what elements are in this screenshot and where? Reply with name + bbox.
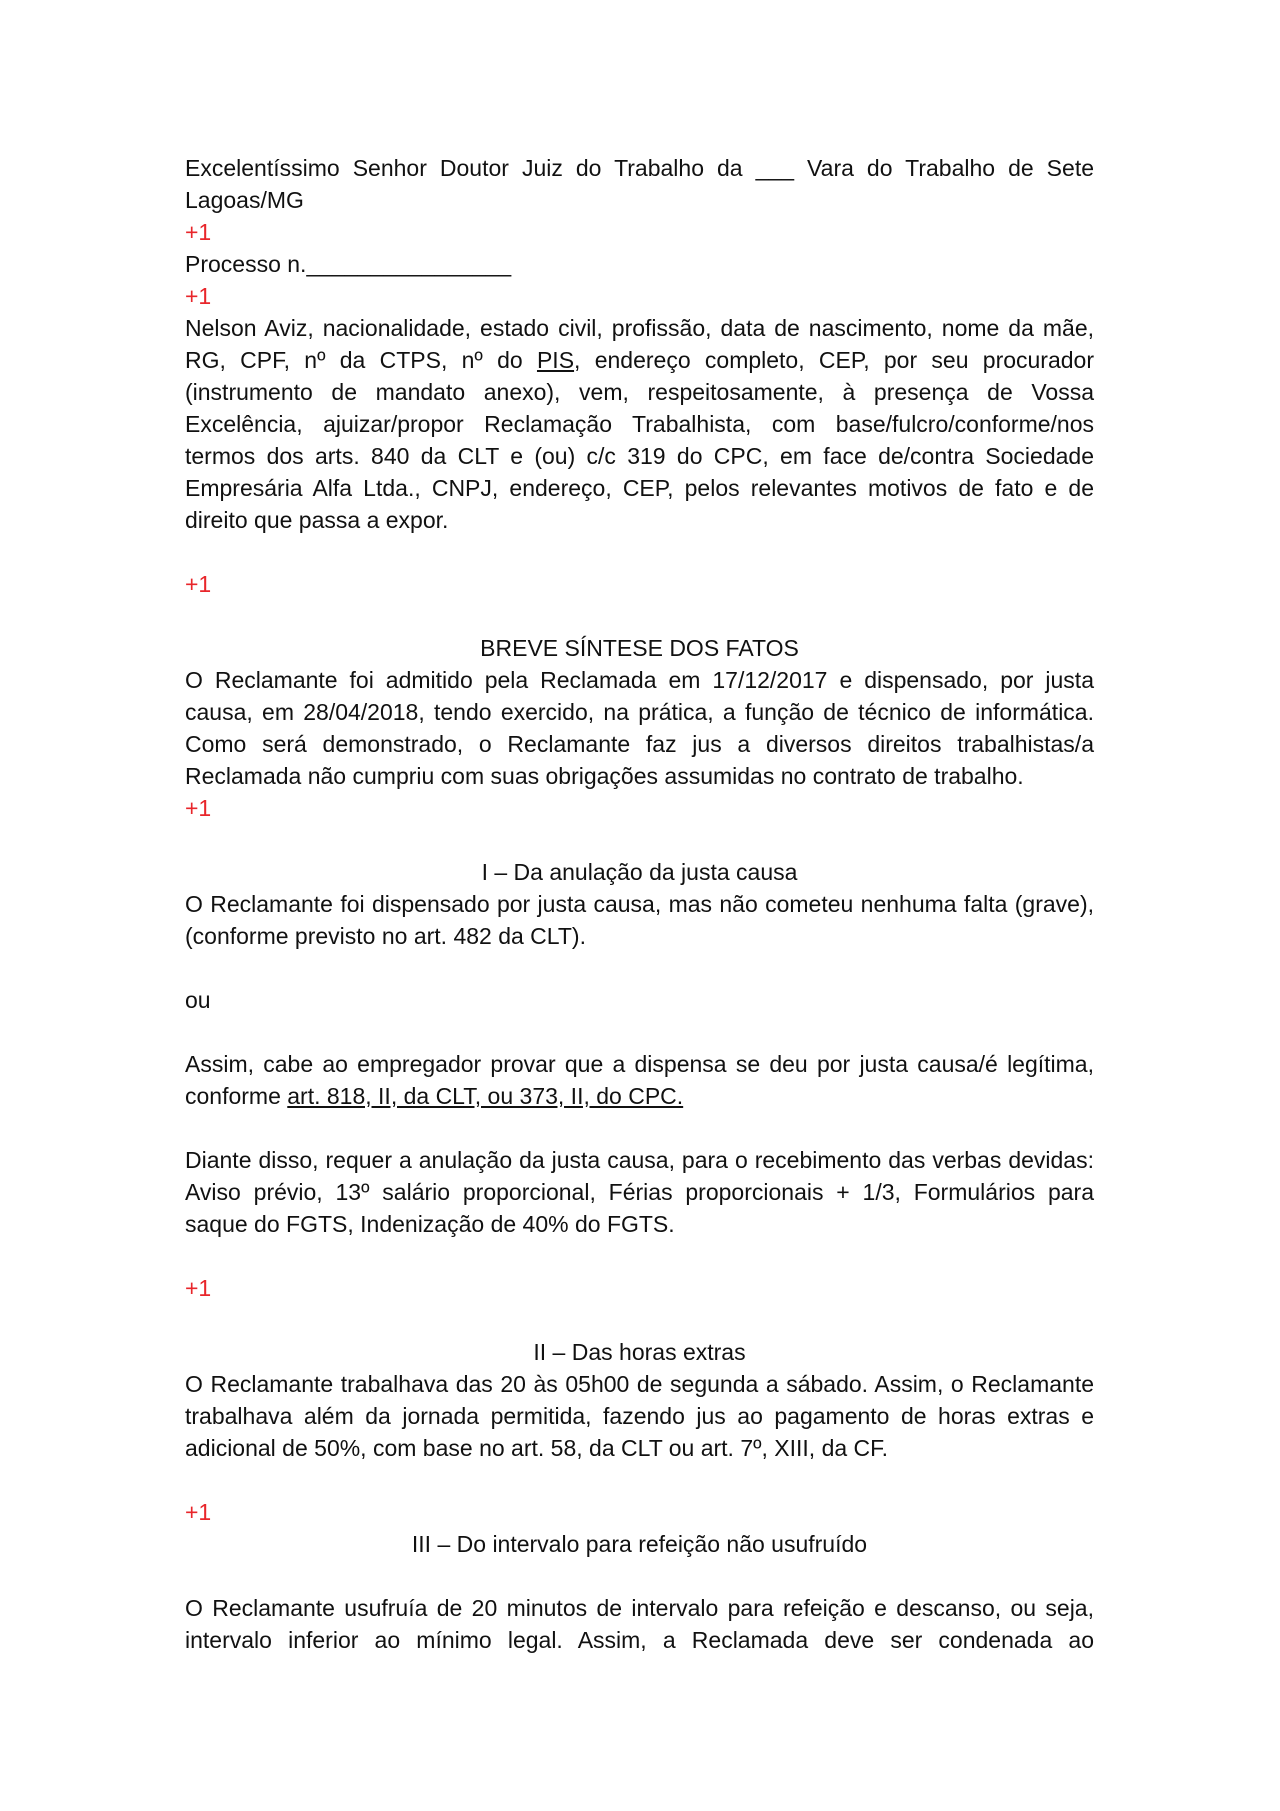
section2-paragraph: O Reclamante trabalhava das 20 às 05h00 de segunda a sábado. Assim, o Reclamante trabalhava além da jornada permitida, fazendo jus ao pagamento de horas extras e adicional de 50%, com base no art. 58, da CLT ou art. 7º, XIII, da CF. xyxy=(185,1371,1094,1461)
section3-paragraph: O Reclamante usufruía de 20 minutos de intervalo para refeição e descanso, ou seja, intervalo inferior ao mínimo legal. Assim, a Reclamada deve ser condenada ao xyxy=(185,1595,1094,1653)
spacer xyxy=(185,1560,1094,1592)
section-title-2: II – Das horas extras xyxy=(533,1339,746,1365)
spacer xyxy=(185,536,1094,568)
sintese-paragraph: O Reclamante foi admitido pela Reclamada em 17/12/2017 e dispensado, por justa causa, em 28/04/2018, tendo exercido, na prática, a função de técnico de informática. Como será demonstrado, o Reclamante faz jus a diversos direitos trabalhistas/a Reclamada não cumpriu com suas obrigações assumidas no contrato de trabalho. xyxy=(185,667,1094,789)
process-number: Processo n.________________ xyxy=(185,251,512,277)
marker-5: +1 xyxy=(185,1275,212,1301)
section1-paragraph-2-text: Assim, cabe ao empregador provar que a dispensa se deu por justa causa/é legítima, conforme xyxy=(185,1051,1094,1109)
spacer xyxy=(185,952,1094,984)
spacer xyxy=(185,1240,1094,1272)
section1-paragraph-3: Diante disso, requer a anulação da justa causa, para o recebimento das verbas devidas: Aviso prévio, 13º salário proporcional, Férias proporcionais + 1/3, Formulários para saque do FGTS, Indenização de 40% do FGTS. xyxy=(185,1147,1094,1237)
section1-or: ou xyxy=(185,987,211,1013)
court-address: Excelentíssimo Senhor Doutor Juiz do Trabalho da ___ Vara do Trabalho de Sete Lagoas/MG xyxy=(185,155,1094,213)
qualification-text-1: Nelson Aviz, nacionalidade, estado civil, profissão, data de nascimento, nome da mãe, RG, CPF, nº da CTPS, nº do xyxy=(185,315,1094,373)
marker-1: +1 xyxy=(185,219,212,245)
legal-reference-link[interactable]: art. 818, II, da CLT, ou 373, II, do CPC. xyxy=(287,1083,684,1109)
section-title-1: I – Da anulação da justa causa xyxy=(481,859,798,885)
section1-paragraph-2 xyxy=(185,1048,1094,1112)
spacer xyxy=(185,1112,1094,1144)
marker-6: +1 xyxy=(185,1499,212,1525)
spacer xyxy=(185,1304,1094,1336)
section-title-sintese: BREVE SÍNTESE DOS FATOS xyxy=(480,635,799,661)
spacer xyxy=(185,1464,1094,1496)
section-title-3: III – Do intervalo para refeição não usufruído xyxy=(411,1531,868,1557)
marker-3: +1 xyxy=(185,571,212,597)
qualification-text-2: , endereço completo, CEP, por seu procurador (instrumento de mandato anexo), vem, respeitosamente, à presença de Vossa Excelência, ajuizar/propor Reclamação Trabalhista, com base/fulcro/conforme/nos termos dos arts. 840 da CLT e (ou) c/c 319 do CPC, em face de/contra Sociedade Empresária Alfa Ltda., CNPJ, endereço, CEP, pelos relevantes motivos de fato e de direito que passa a expor. xyxy=(185,347,1094,533)
marker-4: +1 xyxy=(185,795,212,821)
spacer xyxy=(185,600,1094,632)
marker-2: +1 xyxy=(185,283,212,309)
qualification-paragraph xyxy=(185,312,1094,536)
pis-link[interactable]: PIS xyxy=(536,347,575,373)
spacer xyxy=(185,824,1094,856)
section1-paragraph-1: O Reclamante foi dispensado por justa causa, mas não cometeu nenhuma falta (grave), (conforme previsto no art. 482 da CLT). xyxy=(185,891,1094,949)
spacer xyxy=(185,1016,1094,1048)
